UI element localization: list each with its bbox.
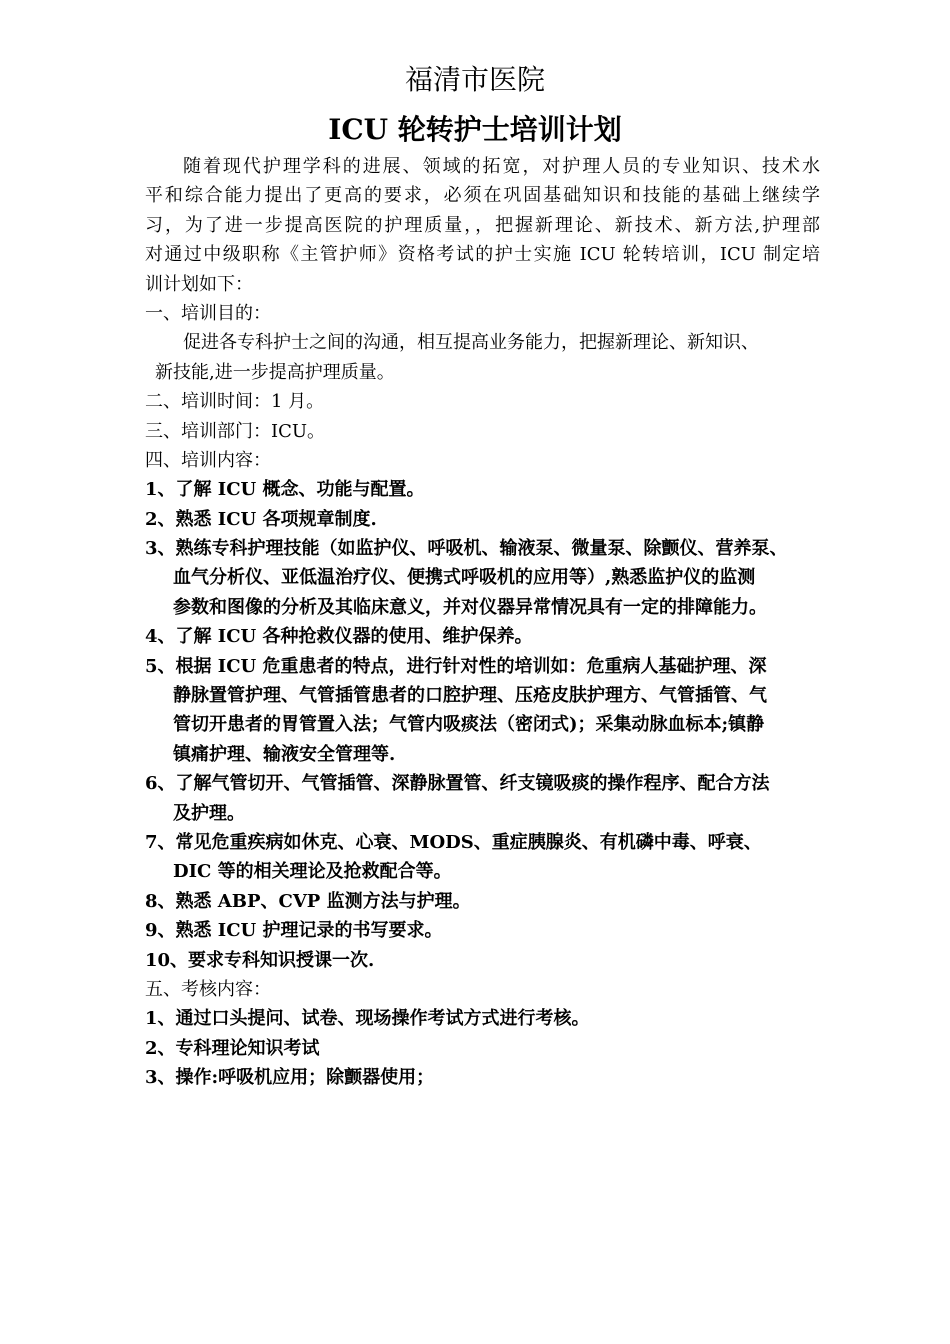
content-item: 2、熟悉 ICU 各项规章制度. (145, 508, 377, 530)
content-item: 5、根据 ICU 危重患者的特点，进行针对性的培训如：危重病人基础护理、深 (145, 655, 767, 677)
intro-line: 对通过中级职称《主管护师》资格考试的护士实施 ICU 轮转培训，ICU 制定培 (145, 244, 820, 266)
section-training-time: 二、培训时间：1 月。 (145, 391, 325, 413)
intro-line: 平和综合能力提出了更高的要求，必须在巩固基础知识和技能的基础上继续学 (145, 185, 820, 207)
exam-item: 3、操作:呼吸机应用；除颤器使用； (145, 1067, 435, 1089)
content-item: 9、熟悉 ICU 护理记录的书写要求。 (145, 920, 443, 942)
content-item-cont: 管切开患者的胃管置入法；气管内吸痰法（密闭式)；采集动脉血标本;镇静 (173, 714, 765, 736)
intro-line: 训计划如下： (145, 273, 253, 295)
content-item-cont: 及护理。 (173, 802, 245, 824)
exam-item: 2、专科理论知识考试 (145, 1037, 320, 1059)
content-item: 4、了解 ICU 各种抢救仪器的使用、维护保养。 (145, 626, 533, 648)
document-body (145, 152, 820, 1093)
content-item: 1、了解 ICU 概念、功能与配置。 (145, 479, 425, 501)
document-title: ICU 轮转护士培训计划 (328, 113, 622, 146)
content-item: 7、常见危重疾病如休克、心衰、MODS、重症胰腺炎、有机磷中毒、呼衰、 (145, 831, 762, 853)
hospital-name: 福清市医院 (404, 63, 545, 96)
section-heading-content: 四、培训内容： (145, 449, 271, 471)
intro-line: 随着现代护理学科的进展、领域的拓宽，对护理人员的专业知识、技术水 (183, 156, 820, 177)
content-item: 6、了解气管切开、气管插管、深静脉置管、纤支镜吸痰的操作程序、配合方法 (145, 773, 770, 795)
content-item: 10、要求专科知识授课一次. (145, 949, 375, 971)
content-item-cont: 参数和图像的分析及其临床意义，并对仪器异常情况具有一定的排障能力。 (173, 596, 767, 618)
content-item-cont: DIC 等的相关理论及抢救配合等。 (173, 861, 452, 883)
section-training-dept: 三、培训部门：ICU。 (145, 420, 326, 442)
section-heading-purpose: 一、培训目的： (145, 302, 271, 324)
content-item-cont: 血气分析仪、亚低温治疗仪、便携式呼吸机的应用等）,熟悉监护仪的监测 (173, 567, 756, 589)
purpose-line: 新技能,进一步提高护理质量。 (155, 361, 395, 383)
purpose-line: 促进各专科护士之间的沟通，相互提高业务能力，把握新理论、新知识、 (183, 332, 759, 354)
intro-line: 习，为了进一步提高医院的护理质量，，把握新理论、新技术、新方法,护理部 (145, 214, 820, 236)
section-heading-exam: 五、考核内容： (145, 978, 271, 1000)
content-item-cont: 镇痛护理、输液安全管理等. (173, 743, 396, 765)
exam-item: 1、通过口头提问、试卷、现场操作考试方式进行考核。 (145, 1008, 590, 1030)
content-item: 8、熟悉 ABP、CVP 监测方法与护理。 (145, 890, 471, 912)
content-item: 3、熟练专科护理技能（如监护仪、呼吸机、输液泵、微量泵、除颤仪、营养泵、 (145, 538, 788, 560)
content-item-cont: 静脉置管护理、气管插管患者的口腔护理、压疮皮肤护理方、气管插管、气 (173, 685, 767, 707)
